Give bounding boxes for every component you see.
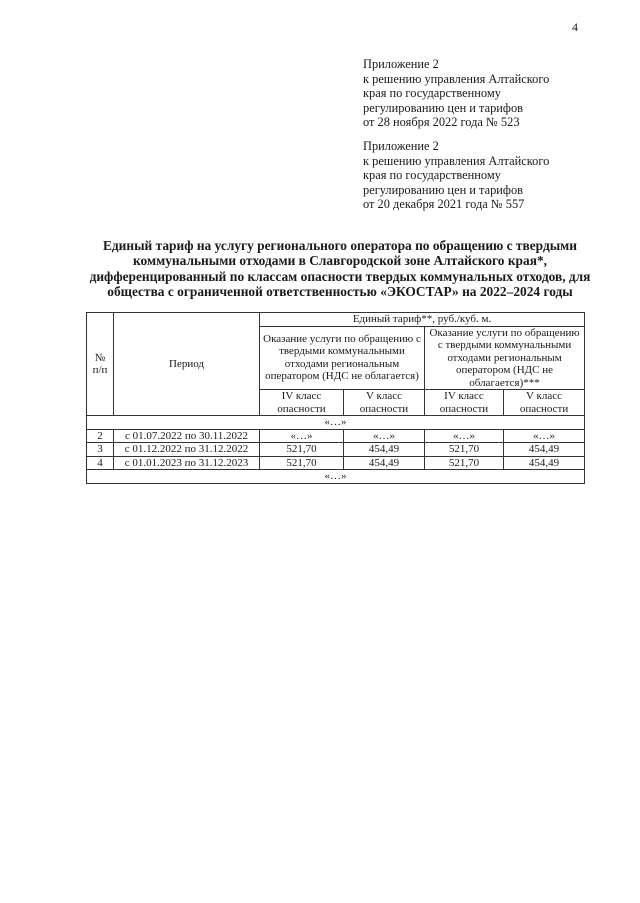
cell-a-iv: 521,70 [260,456,344,470]
cell-a-v: 454,49 [344,443,425,457]
title-line: Единый тариф на услугу регионального оператора по обращению с твердыми [102,238,578,253]
cell-b-iv: «…» [425,429,504,443]
title-line: общества с ограниченной ответственностью «ЭКОСТАР» на 2022–2024 годы [107,284,573,300]
header-class-iv: IV класс опасности [425,390,504,416]
appendix-line: Приложение 2 [363,139,439,153]
appendix-line: от 20 декабря 2021 года № 557 [363,197,525,212]
row-period: с 01.07.2022 по 30.11.2022 [114,429,260,443]
appendix-previous [363,139,549,212]
ellipsis-row [87,416,585,430]
appendix-line: к решению управления Алтайского [363,71,550,86]
appendix-line: регулированию цен и тарифов [363,182,523,197]
ellipsis-cell: «…» [87,416,585,430]
row-num: 2 [87,429,114,443]
row-period: с 01.01.2023 по 31.12.2023 [114,456,260,470]
header-class-v: V класс опасности [344,390,425,416]
table-row [87,443,585,457]
document-title [80,238,600,300]
cell-b-v: 454,49 [504,456,585,470]
cell-a-v: 454,49 [344,456,425,470]
ellipsis-row [87,470,585,484]
cell-b-v: «…» [504,429,585,443]
title-line: коммунальными отходами в Славгородской зоне Алтайского края*, [133,253,547,269]
header-group-b: Оказание услуги по обращению с твердыми коммунальными отходами региональным оператором (НДС не облагается)*** [425,326,585,390]
appendix-current [363,57,549,130]
cell-a-v: «…» [344,429,425,443]
title-line: дифференцированный по классам опасности твердых коммунальных отходов, для [89,268,591,284]
header-class-v: V класс опасности [504,390,585,416]
header-num: № п/п [87,313,114,416]
appendix-line: Приложение 2 [363,57,439,71]
appendix-line: к решению управления Алтайского [363,153,550,168]
appendix-line: регулированию цен и тарифов [363,100,523,115]
header-row [87,313,585,327]
header-class-iv: IV класс опасности [260,390,344,416]
cell-b-iv: 521,70 [425,456,504,470]
header-group-a: Оказание услуги по обращению с твердыми коммунальными отходами региональным оператором (НДС не облагается) [260,326,425,390]
table-row [87,456,585,470]
appendix-line: края по государственному [363,168,501,183]
header-tariff: Единый тариф**, руб./куб. м. [260,313,585,327]
cell-b-v: 454,49 [504,443,585,457]
cell-a-iv: 521,70 [260,443,344,457]
row-num: 3 [87,443,114,457]
cell-a-iv: «…» [260,429,344,443]
appendix-line: от 28 ноября 2022 года № 523 [363,115,520,130]
row-period: с 01.12.2022 по 31.12.2022 [114,443,260,457]
tariff-table [86,312,585,484]
row-num: 4 [87,456,114,470]
header-period: Период [114,313,260,416]
ellipsis-cell: «…» [87,470,585,484]
cell-b-iv: 521,70 [425,443,504,457]
appendix-line: края по государственному [363,86,501,101]
page-number: 4 [572,20,578,34]
table-row [87,429,585,443]
